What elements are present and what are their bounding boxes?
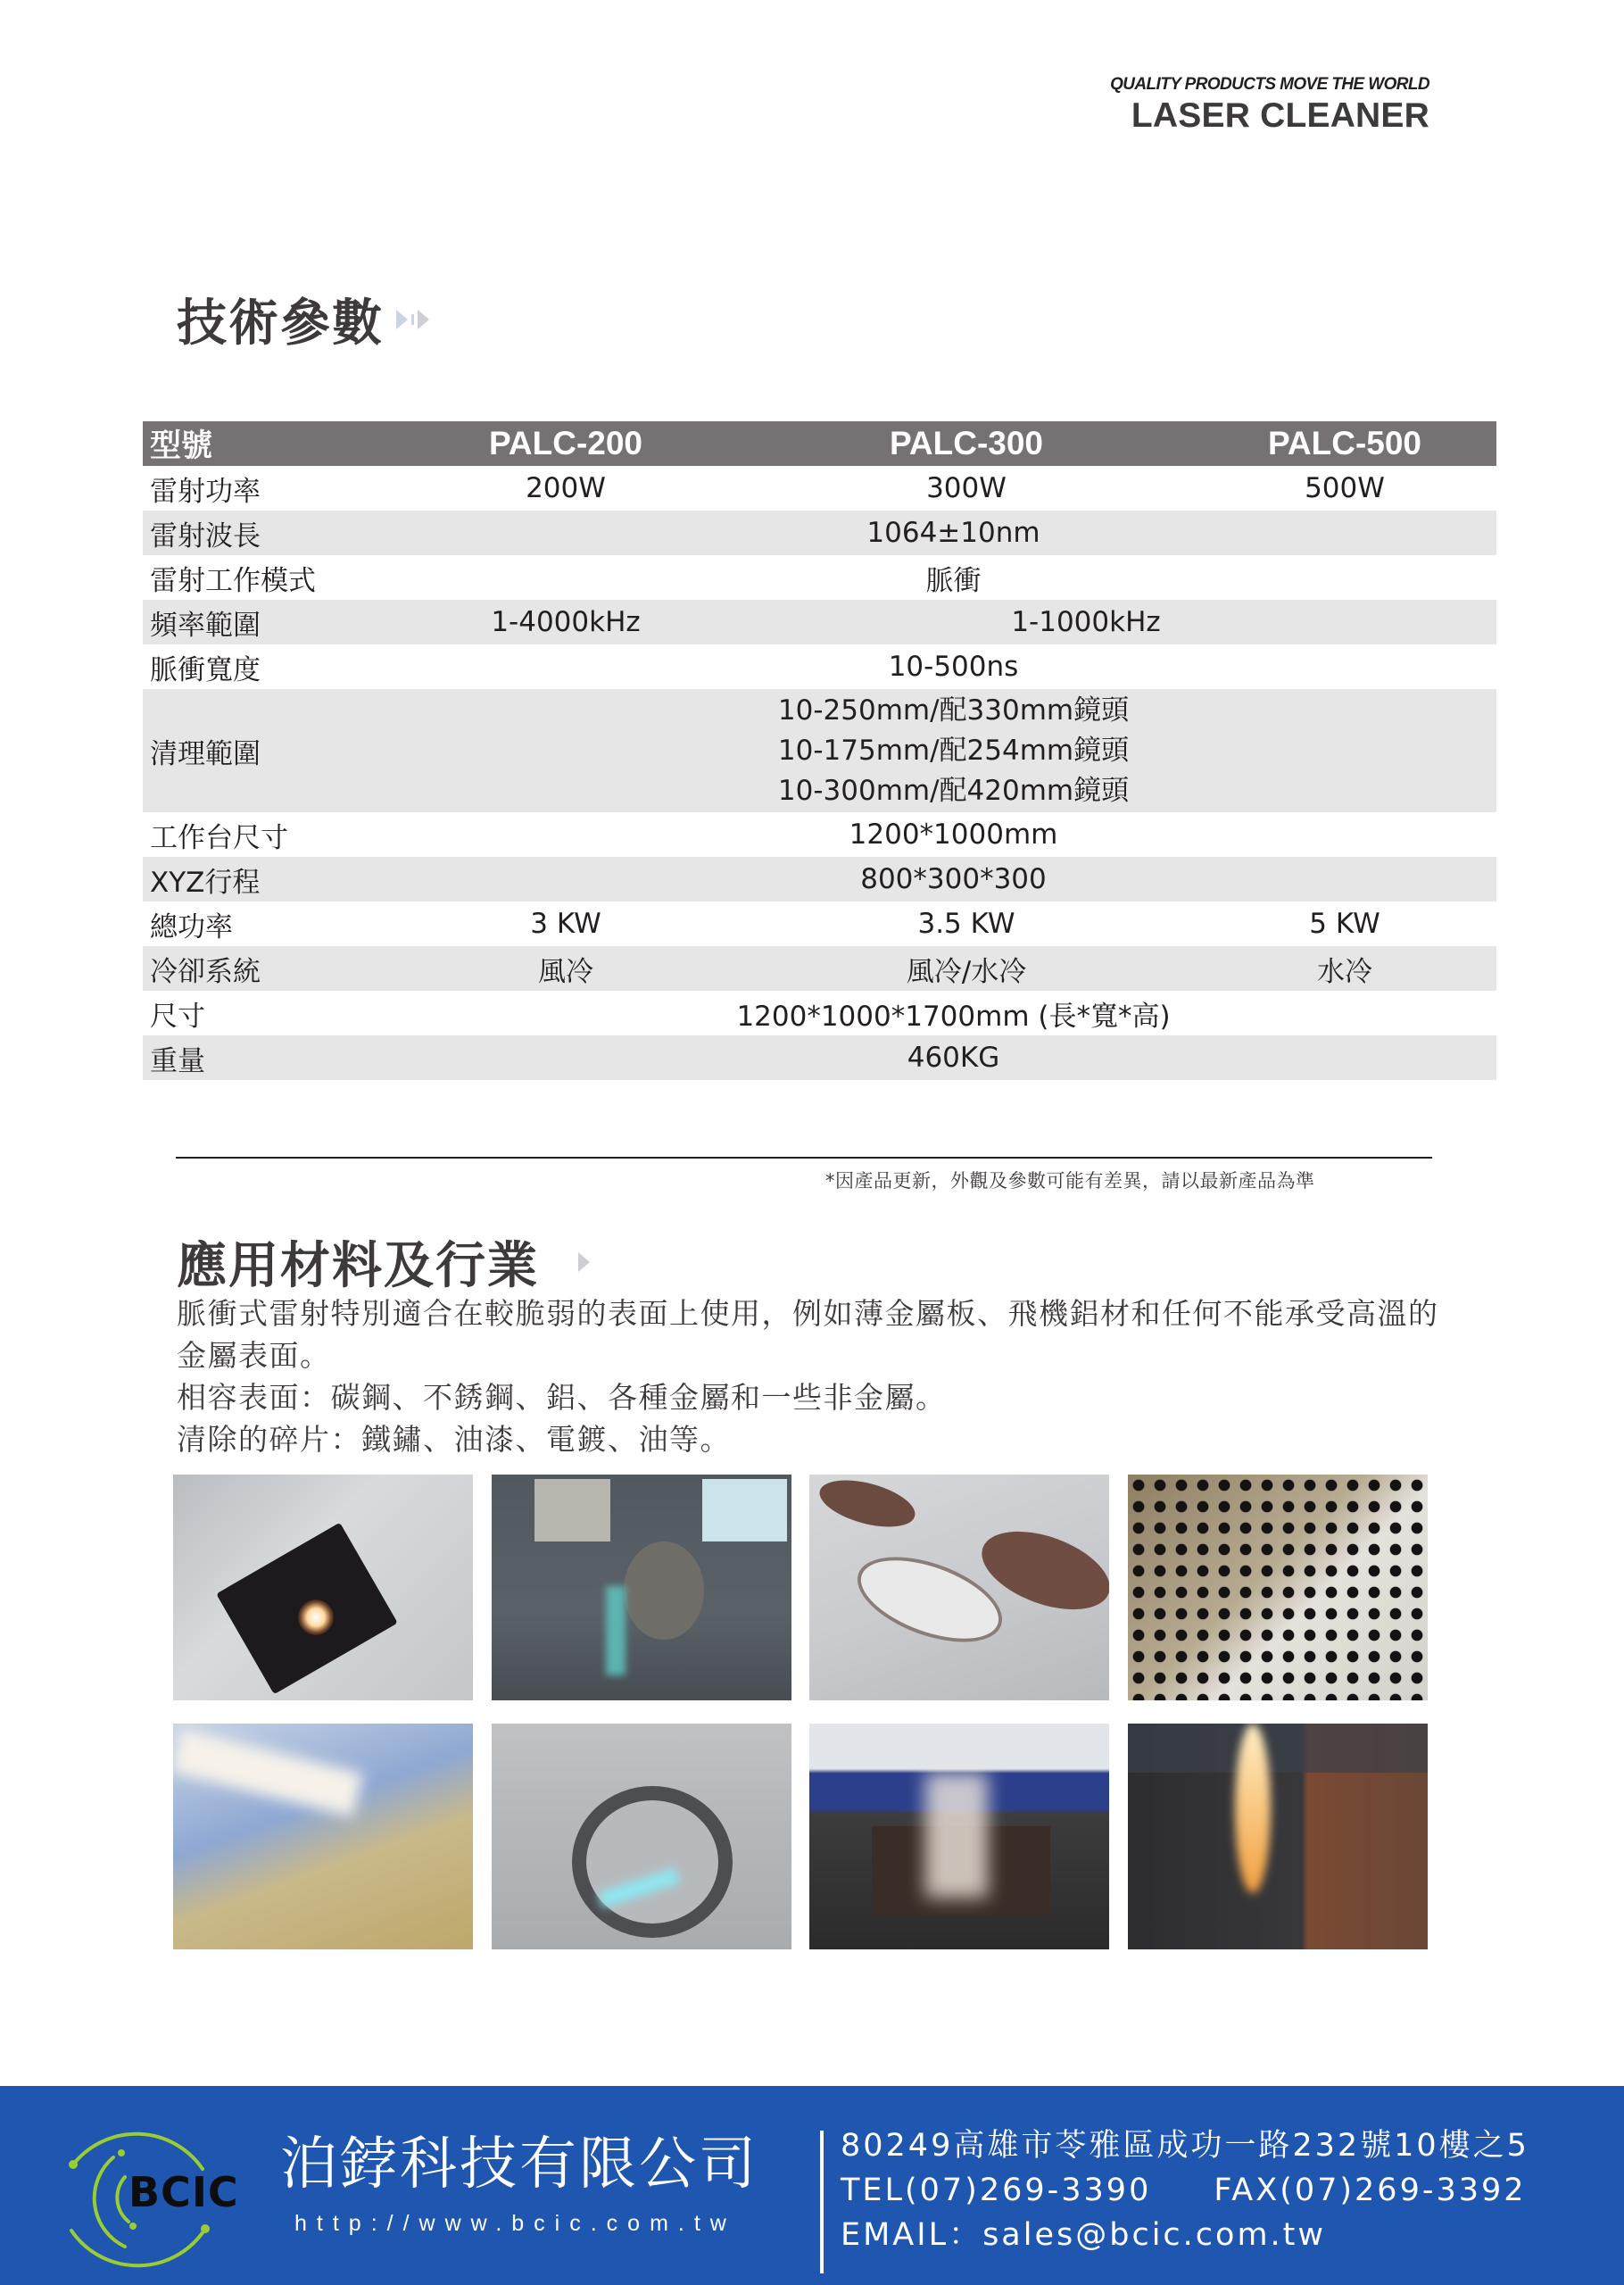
model-palc-200: PALC-200	[488, 425, 643, 461]
double-play-arrow-icon	[396, 310, 429, 329]
phone-fax-line	[841, 2168, 1529, 2213]
telephone: TEL(07)269-3390	[841, 2173, 1152, 2208]
row-label: XYZ行程	[150, 866, 261, 899]
table-row-work-mode	[143, 555, 1496, 600]
table-row-weight	[143, 1035, 1496, 1080]
row-label: 雷射波長	[150, 519, 261, 553]
company-website-link[interactable]: http://www.bcic.com.tw	[294, 2211, 736, 2236]
footer-divider	[820, 2131, 824, 2273]
cell-value: 500W	[1305, 472, 1385, 504]
cell-value: 1064±10nm	[866, 517, 1040, 549]
table-row-frequency-range	[143, 600, 1496, 644]
row-label: 總功率	[150, 910, 233, 943]
address: 80249高雄市苓雅區成功一路232號10樓之5	[841, 2128, 1529, 2164]
description-paragraph: 脈衝式雷射特別適合在較脆弱的表面上使用，例如薄金屬板、飛機鋁材和任何不能承受高溫的金屬表面。	[177, 1296, 1439, 1373]
cell-value: 1-1000kHz	[1011, 606, 1161, 638]
vice-rust-removal-photo	[809, 1724, 1109, 1949]
row-label: 雷射功率	[150, 475, 261, 508]
cell-value: 460KG	[907, 1042, 1000, 1074]
row-label: 清理範圍	[150, 737, 261, 770]
shoe-mold-cleaning-photo	[809, 1475, 1109, 1700]
cell-value: 10-500ns	[888, 651, 1019, 683]
applications-description	[177, 1292, 1462, 1460]
laser-cleaning-keypad-photo	[173, 1475, 473, 1700]
table-row-xyz-travel	[143, 857, 1496, 902]
perforated-metal-sheet-photo	[1128, 1475, 1428, 1700]
applications-section-title	[177, 1226, 590, 1298]
product-title: LASER CLEANER	[1131, 96, 1429, 135]
cell-value: 200W	[526, 472, 606, 504]
company-footer	[0, 2086, 1624, 2285]
row-label: 工作台尺寸	[150, 821, 288, 854]
cell-value: 10-300mm/配420mm鏡頭	[777, 774, 1130, 807]
table-row-worktable-size	[143, 812, 1496, 857]
bearing-ring-cleaning-photo	[492, 1724, 791, 1949]
cell-value: 5 KW	[1309, 908, 1380, 940]
cell-value: 3.5 KW	[917, 908, 1015, 940]
cell-value: 風冷	[538, 955, 593, 988]
removable-debris: 清除的碎片：鐵鏽、油漆、電鍍、油等。	[177, 1422, 731, 1457]
cell-value: 水冷	[1317, 955, 1372, 988]
cell-value: 脈衝	[925, 564, 982, 597]
cell-value: 10-250mm/配330mm鏡頭	[777, 694, 1130, 727]
table-row-cooling-system	[143, 946, 1496, 991]
row-label: 頻率範圍	[150, 609, 261, 642]
bcic-logo	[55, 2113, 261, 2273]
specs-title-text: 技術參數	[177, 295, 384, 353]
email[interactable]: EMAIL：sales@bcic.com.tw	[841, 2217, 1327, 2253]
cell-value: 風冷/水冷	[906, 955, 1027, 988]
row-label: 冷卻系統	[150, 955, 261, 988]
model-palc-300: PALC-300	[889, 425, 1044, 461]
table-row-pulse-width	[143, 644, 1496, 689]
cell-value: 300W	[926, 472, 1007, 504]
cleaned-circle-on-dark-plate-photo	[492, 1475, 791, 1700]
model-palc-500: PALC-500	[1267, 425, 1422, 461]
spec-table	[143, 421, 1496, 1080]
contact-info	[841, 2123, 1529, 2257]
cell-value: 1200*1000*1700mm (長*寬*高)	[736, 1000, 1171, 1033]
applications-title-text: 應用材料及行業	[177, 1237, 539, 1295]
company-name: 泊鋍科技有限公司	[280, 2131, 758, 2198]
compatible-surfaces: 相容表面：碳鋼、不銹鋼、鋁、各種金屬和一些非金屬。	[177, 1380, 947, 1415]
cleaning-range-values	[410, 691, 1496, 811]
table-row-dimensions	[143, 991, 1496, 1035]
logo-text: BCIC	[128, 2168, 239, 2216]
specs-section-title	[177, 284, 429, 355]
cell-value: 1200*1000mm	[849, 818, 1058, 851]
cell-value: 3 KW	[530, 908, 601, 940]
spec-table-header	[143, 421, 1496, 466]
cell-value: 800*300*300	[860, 863, 1047, 895]
brand-header	[1110, 75, 1429, 136]
play-arrow-icon	[578, 1252, 590, 1272]
row-label: 脈衝寬度	[150, 653, 261, 686]
tagline: QUALITY PRODUCTS MOVE THE WORLD	[1110, 75, 1429, 94]
row-label: 雷射工作模式	[150, 564, 316, 597]
circuit-board-cleaning-photo	[173, 1724, 473, 1949]
cell-value: 10-175mm/配254mm鏡頭	[777, 734, 1130, 767]
table-row-laser-power	[143, 466, 1496, 511]
section-divider	[176, 1157, 1432, 1159]
rusty-surface-laser-flame-photo	[1128, 1724, 1428, 1949]
table-row-total-power	[143, 902, 1496, 946]
row-label: 尺寸	[150, 1000, 205, 1033]
table-row-wavelength	[143, 511, 1496, 555]
cell-value: 1-4000kHz	[491, 606, 641, 638]
table-row-cleaning-range	[143, 689, 1496, 812]
disclaimer-note: *因產品更新，外觀及參數可能有差異，請以最新產品為準	[825, 1170, 1315, 1192]
model-label: 型號	[150, 428, 213, 464]
fax: FAX(07)269-3392	[1214, 2173, 1527, 2208]
row-label: 重量	[150, 1044, 205, 1077]
